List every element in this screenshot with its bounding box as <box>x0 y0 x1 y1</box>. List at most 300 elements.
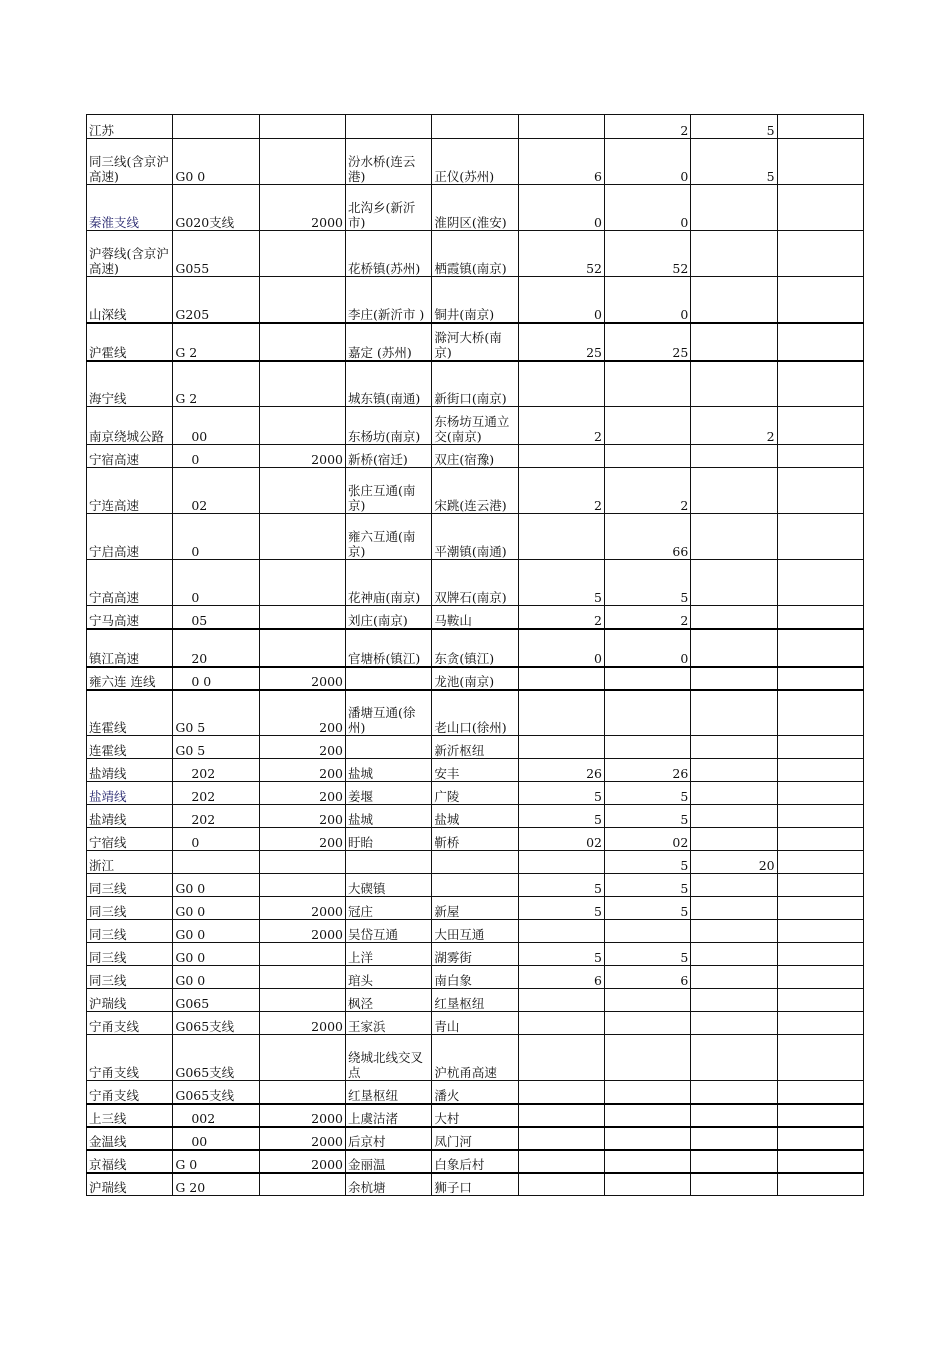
table-cell[interactable] <box>691 1012 777 1035</box>
table-cell[interactable]: 200 <box>259 828 345 851</box>
table-cell[interactable] <box>604 920 690 943</box>
table-cell[interactable]: 雍六互通(南京) <box>345 514 431 560</box>
table-cell[interactable] <box>604 1173 690 1196</box>
table-cell[interactable]: 南白象 <box>432 966 518 989</box>
table-cell[interactable]: 青山 <box>432 1012 518 1035</box>
table-cell[interactable] <box>777 989 863 1012</box>
table-cell[interactable] <box>259 514 345 560</box>
table-cell[interactable]: 05 <box>173 606 259 629</box>
table-cell[interactable]: 5 <box>604 874 690 897</box>
table-cell[interactable]: 0 <box>518 277 604 323</box>
table-cell[interactable] <box>691 667 777 690</box>
table-cell[interactable]: 广陵 <box>432 782 518 805</box>
table-cell[interactable] <box>777 1104 863 1127</box>
table-cell[interactable] <box>518 667 604 690</box>
table-cell[interactable]: G065支线 <box>173 1012 259 1035</box>
table-cell[interactable]: 余杭塘 <box>345 1173 431 1196</box>
table-cell[interactable]: 盐城 <box>345 805 431 828</box>
table-cell[interactable] <box>604 690 690 736</box>
table-cell[interactable] <box>777 1012 863 1035</box>
table-cell[interactable] <box>691 1081 777 1104</box>
table-cell[interactable] <box>691 277 777 323</box>
table-cell[interactable]: 沪杭甬高速 <box>432 1035 518 1081</box>
table-cell[interactable]: 东杨坊互通立交(南京) <box>432 407 518 445</box>
table-cell[interactable] <box>691 323 777 361</box>
table-cell[interactable] <box>777 874 863 897</box>
table-cell[interactable]: 李庄(新沂市 ) <box>345 277 431 323</box>
table-cell[interactable] <box>518 361 604 407</box>
table-cell[interactable]: 盐城 <box>345 759 431 782</box>
table-cell[interactable]: 宁连高速 <box>87 468 173 514</box>
table-cell[interactable]: 200 <box>259 782 345 805</box>
table-cell[interactable]: 0 <box>604 185 690 231</box>
table-cell[interactable]: 0 <box>173 445 259 468</box>
table-cell[interactable]: 6 <box>518 139 604 185</box>
table-cell[interactable]: G0 0 <box>173 966 259 989</box>
table-cell[interactable] <box>777 782 863 805</box>
table-cell[interactable]: 老山口(徐州) <box>432 690 518 736</box>
table-cell[interactable]: 狮子口 <box>432 1173 518 1196</box>
table-cell[interactable]: G0 0 <box>173 920 259 943</box>
table-cell[interactable]: 盐城 <box>432 805 518 828</box>
table-cell[interactable]: 上虞沽渚 <box>345 1104 431 1127</box>
table-cell[interactable]: 5 <box>604 943 690 966</box>
table-cell[interactable]: G0 0 <box>173 943 259 966</box>
table-cell[interactable] <box>691 468 777 514</box>
table-cell[interactable]: 5 <box>518 943 604 966</box>
table-cell[interactable] <box>691 805 777 828</box>
table-cell[interactable] <box>518 1127 604 1150</box>
table-cell[interactable] <box>777 514 863 560</box>
table-cell[interactable] <box>604 1127 690 1150</box>
table-cell[interactable]: 2 <box>691 407 777 445</box>
table-cell[interactable]: 京福线 <box>87 1150 173 1173</box>
table-cell[interactable]: 25 <box>518 323 604 361</box>
table-cell[interactable]: 红垦枢纽 <box>345 1081 431 1104</box>
table-cell[interactable]: 2000 <box>259 897 345 920</box>
table-cell[interactable]: 吴岱互通 <box>345 920 431 943</box>
table-cell[interactable]: 0 <box>173 560 259 606</box>
table-cell[interactable]: 南京绕城公路 <box>87 407 173 445</box>
table-cell[interactable]: 202 <box>173 805 259 828</box>
table-cell[interactable]: G065 <box>173 989 259 1012</box>
table-cell[interactable]: G0 0 <box>173 139 259 185</box>
table-cell[interactable] <box>518 851 604 874</box>
table-cell[interactable]: G0 5 <box>173 690 259 736</box>
table-cell[interactable] <box>432 874 518 897</box>
table-cell[interactable] <box>691 874 777 897</box>
table-cell[interactable] <box>259 560 345 606</box>
table-cell[interactable] <box>259 874 345 897</box>
table-cell[interactable] <box>777 606 863 629</box>
table-cell[interactable] <box>691 736 777 759</box>
table-cell[interactable] <box>691 690 777 736</box>
table-cell[interactable]: 双牌石(南京) <box>432 560 518 606</box>
table-cell[interactable] <box>604 667 690 690</box>
table-cell[interactable] <box>432 115 518 139</box>
table-cell[interactable] <box>518 1012 604 1035</box>
table-cell[interactable]: 2 <box>604 606 690 629</box>
table-cell[interactable] <box>777 897 863 920</box>
table-cell[interactable]: 潘塘互通(徐州) <box>345 690 431 736</box>
table-cell[interactable]: 连霍线 <box>87 736 173 759</box>
table-cell[interactable]: 江苏 <box>87 115 173 139</box>
table-cell[interactable]: G020支线 <box>173 185 259 231</box>
table-cell[interactable] <box>691 606 777 629</box>
table-cell[interactable] <box>777 407 863 445</box>
table-cell[interactable] <box>518 736 604 759</box>
table-cell[interactable]: 山深线 <box>87 277 173 323</box>
table-cell[interactable]: 同三线 <box>87 943 173 966</box>
table-cell[interactable] <box>691 1173 777 1196</box>
table-cell[interactable] <box>518 1104 604 1127</box>
table-cell[interactable]: 姜堰 <box>345 782 431 805</box>
table-cell[interactable]: 0 <box>173 514 259 560</box>
table-cell[interactable] <box>691 966 777 989</box>
table-cell[interactable]: 2 <box>604 115 690 139</box>
table-cell[interactable]: 2000 <box>259 1012 345 1035</box>
table-cell[interactable] <box>604 736 690 759</box>
table-cell[interactable]: 新屋 <box>432 897 518 920</box>
table-cell[interactable]: 大碶镇 <box>345 874 431 897</box>
table-cell[interactable]: 5 <box>604 897 690 920</box>
table-cell[interactable]: 连霍线 <box>87 690 173 736</box>
table-cell[interactable] <box>259 468 345 514</box>
table-cell[interactable] <box>173 851 259 874</box>
table-cell[interactable] <box>691 828 777 851</box>
table-cell[interactable] <box>777 805 863 828</box>
table-cell[interactable] <box>604 445 690 468</box>
table-cell[interactable]: 枫泾 <box>345 989 431 1012</box>
table-cell[interactable]: 同三线 <box>87 966 173 989</box>
table-cell[interactable]: 盐靖线 <box>87 805 173 828</box>
table-cell[interactable]: 新沂枢纽 <box>432 736 518 759</box>
table-cell[interactable] <box>691 759 777 782</box>
table-cell[interactable] <box>777 943 863 966</box>
table-cell[interactable]: 双庄(宿豫) <box>432 445 518 468</box>
table-cell[interactable] <box>173 115 259 139</box>
table-cell[interactable] <box>777 115 863 139</box>
table-cell[interactable] <box>691 897 777 920</box>
table-cell[interactable]: G 0 <box>173 1150 259 1173</box>
table-cell[interactable]: 同三线(含京沪高速) <box>87 139 173 185</box>
table-cell[interactable] <box>691 1104 777 1127</box>
table-cell[interactable]: 王家浜 <box>345 1012 431 1035</box>
table-cell[interactable] <box>691 231 777 277</box>
table-cell[interactable]: 金丽温 <box>345 1150 431 1173</box>
table-cell[interactable]: 2000 <box>259 920 345 943</box>
table-cell[interactable]: G205 <box>173 277 259 323</box>
table-cell[interactable]: 202 <box>173 782 259 805</box>
table-cell[interactable]: 2 <box>518 606 604 629</box>
table-cell[interactable] <box>777 139 863 185</box>
table-cell[interactable]: 新街口(南京) <box>432 361 518 407</box>
table-cell[interactable]: 5 <box>604 782 690 805</box>
table-cell[interactable] <box>777 629 863 667</box>
table-cell[interactable]: 66 <box>604 514 690 560</box>
table-cell[interactable] <box>691 445 777 468</box>
table-cell[interactable]: 沪瑞线 <box>87 989 173 1012</box>
table-cell[interactable]: 滁河大桥(南京) <box>432 323 518 361</box>
table-cell[interactable] <box>259 1081 345 1104</box>
table-cell[interactable]: 官塘桥(镇江) <box>345 629 431 667</box>
table-cell[interactable] <box>691 629 777 667</box>
table-cell[interactable] <box>259 1035 345 1081</box>
table-cell[interactable] <box>777 323 863 361</box>
table-cell[interactable] <box>259 277 345 323</box>
table-cell[interactable] <box>604 407 690 445</box>
table-cell[interactable] <box>604 1081 690 1104</box>
table-cell[interactable]: 2000 <box>259 1150 345 1173</box>
table-cell[interactable]: 25 <box>604 323 690 361</box>
table-cell[interactable]: 6 <box>604 966 690 989</box>
table-cell[interactable] <box>432 851 518 874</box>
table-cell[interactable]: 2000 <box>259 667 345 690</box>
table-cell[interactable]: 5 <box>518 805 604 828</box>
table-cell[interactable] <box>345 851 431 874</box>
table-cell[interactable]: 2 <box>604 468 690 514</box>
table-cell[interactable] <box>691 514 777 560</box>
table-cell[interactable]: 新桥(宿迁) <box>345 445 431 468</box>
table-cell[interactable]: 海宁线 <box>87 361 173 407</box>
table-cell[interactable] <box>777 690 863 736</box>
table-cell[interactable] <box>777 736 863 759</box>
table-cell[interactable] <box>259 989 345 1012</box>
table-cell[interactable]: 0 <box>518 185 604 231</box>
table-cell[interactable]: 宁高高速 <box>87 560 173 606</box>
table-cell[interactable] <box>345 667 431 690</box>
table-cell[interactable]: 0 <box>604 277 690 323</box>
table-cell[interactable]: 26 <box>604 759 690 782</box>
table-cell[interactable] <box>777 1127 863 1150</box>
table-cell[interactable] <box>518 920 604 943</box>
table-cell[interactable]: 02 <box>518 828 604 851</box>
table-cell[interactable] <box>259 139 345 185</box>
table-cell[interactable]: 2000 <box>259 185 345 231</box>
table-cell[interactable]: 2 <box>518 407 604 445</box>
table-cell[interactable]: G055 <box>173 231 259 277</box>
table-cell[interactable] <box>691 361 777 407</box>
table-cell[interactable]: 沪蓉线(含京沪高速) <box>87 231 173 277</box>
table-cell[interactable] <box>259 231 345 277</box>
table-cell[interactable] <box>691 1150 777 1173</box>
table-cell[interactable] <box>259 323 345 361</box>
table-cell[interactable]: 200 <box>259 805 345 828</box>
table-cell[interactable]: 安丰 <box>432 759 518 782</box>
table-cell[interactable]: 浙江 <box>87 851 173 874</box>
table-cell[interactable] <box>691 560 777 606</box>
table-cell[interactable] <box>604 1012 690 1035</box>
table-cell[interactable]: 绕城北线交叉点 <box>345 1035 431 1081</box>
table-cell[interactable]: 上洋 <box>345 943 431 966</box>
table-cell[interactable] <box>777 560 863 606</box>
table-cell[interactable]: 铜井(南京) <box>432 277 518 323</box>
table-cell[interactable] <box>777 1173 863 1196</box>
table-cell[interactable]: G 20 <box>173 1173 259 1196</box>
table-cell[interactable]: 5 <box>518 782 604 805</box>
table-cell[interactable]: 52 <box>604 231 690 277</box>
table-cell[interactable]: 东杨坊(南京) <box>345 407 431 445</box>
table-cell[interactable]: 靳桥 <box>432 828 518 851</box>
table-cell[interactable]: 200 <box>259 736 345 759</box>
table-cell[interactable] <box>777 1150 863 1173</box>
table-cell[interactable]: G0 0 <box>173 874 259 897</box>
table-cell[interactable]: 2 <box>518 468 604 514</box>
table-cell[interactable] <box>777 828 863 851</box>
table-cell[interactable] <box>518 445 604 468</box>
table-cell[interactable]: 马鞍山 <box>432 606 518 629</box>
table-cell[interactable] <box>87 782 173 805</box>
table-cell[interactable]: 002 <box>173 1104 259 1127</box>
table-cell[interactable] <box>604 361 690 407</box>
table-cell[interactable] <box>518 1035 604 1081</box>
table-cell[interactable]: 26 <box>518 759 604 782</box>
table-cell[interactable] <box>604 989 690 1012</box>
table-cell[interactable]: 花神庙(南京) <box>345 560 431 606</box>
table-cell[interactable] <box>604 1104 690 1127</box>
table-cell[interactable]: 宁马高速 <box>87 606 173 629</box>
table-cell[interactable] <box>345 115 431 139</box>
table-cell[interactable] <box>259 851 345 874</box>
table-cell[interactable]: 5 <box>691 115 777 139</box>
table-cell[interactable]: 沪瑞线 <box>87 1173 173 1196</box>
table-cell[interactable]: G065支线 <box>173 1035 259 1081</box>
table-cell[interactable]: 盐靖线 <box>87 759 173 782</box>
table-cell[interactable]: 20 <box>691 851 777 874</box>
table-cell[interactable]: 同三线 <box>87 897 173 920</box>
table-cell[interactable] <box>259 115 345 139</box>
table-cell[interactable]: 正仪(苏州) <box>432 139 518 185</box>
table-cell[interactable] <box>777 361 863 407</box>
table-cell[interactable]: 刘庄(南京) <box>345 606 431 629</box>
table-cell[interactable] <box>691 185 777 231</box>
table-cell[interactable]: 00 <box>173 407 259 445</box>
table-cell[interactable]: 5 <box>604 851 690 874</box>
table-cell[interactable] <box>777 1035 863 1081</box>
table-cell[interactable]: 宋跳(连云港) <box>432 468 518 514</box>
table-cell[interactable]: 冠庄 <box>345 897 431 920</box>
table-cell[interactable] <box>777 277 863 323</box>
table-cell[interactable]: 0 <box>604 629 690 667</box>
table-cell[interactable] <box>777 851 863 874</box>
table-cell[interactable]: 金温线 <box>87 1127 173 1150</box>
table-cell[interactable]: 北沟乡(新沂市) <box>345 185 431 231</box>
table-cell[interactable] <box>777 667 863 690</box>
table-cell[interactable]: 淮阴区(淮安) <box>432 185 518 231</box>
table-cell[interactable]: 0 0 <box>173 667 259 690</box>
table-cell[interactable]: 5 <box>604 805 690 828</box>
table-cell[interactable]: 湖雾街 <box>432 943 518 966</box>
table-cell[interactable]: 宁宿线 <box>87 828 173 851</box>
table-cell[interactable]: 宁甬支线 <box>87 1081 173 1104</box>
table-cell[interactable]: G0 5 <box>173 736 259 759</box>
table-cell[interactable]: 6 <box>518 966 604 989</box>
table-cell[interactable]: 汾水桥(连云港) <box>345 139 431 185</box>
table-cell[interactable]: 红垦枢纽 <box>432 989 518 1012</box>
table-cell[interactable]: 5 <box>518 897 604 920</box>
table-cell[interactable]: 后京村 <box>345 1127 431 1150</box>
table-cell[interactable]: 同三线 <box>87 874 173 897</box>
table-cell[interactable]: 大田互通 <box>432 920 518 943</box>
table-cell[interactable] <box>604 1150 690 1173</box>
table-cell[interactable]: 张庄互通(南京) <box>345 468 431 514</box>
table-cell[interactable] <box>691 943 777 966</box>
table-cell[interactable]: 沪霍线 <box>87 323 173 361</box>
table-cell[interactable] <box>87 185 173 231</box>
table-cell[interactable] <box>259 407 345 445</box>
table-cell[interactable]: 嘉定 (苏州) <box>345 323 431 361</box>
table-cell[interactable]: 琯头 <box>345 966 431 989</box>
table-cell[interactable]: 52 <box>518 231 604 277</box>
table-cell[interactable]: G 2 <box>173 361 259 407</box>
table-cell[interactable]: 5 <box>691 139 777 185</box>
table-cell[interactable] <box>777 231 863 277</box>
table-cell[interactable] <box>259 966 345 989</box>
table-cell[interactable] <box>777 1081 863 1104</box>
table-cell[interactable]: 龙池(南京) <box>432 667 518 690</box>
table-cell[interactable] <box>777 185 863 231</box>
table-cell[interactable] <box>691 1127 777 1150</box>
table-cell[interactable] <box>777 759 863 782</box>
table-cell[interactable]: 00 <box>173 1127 259 1150</box>
table-cell[interactable] <box>259 606 345 629</box>
table-cell[interactable]: 0 <box>518 629 604 667</box>
table-cell[interactable]: 同三线 <box>87 920 173 943</box>
table-cell[interactable]: 5 <box>518 874 604 897</box>
table-cell[interactable]: 花桥镇(苏州) <box>345 231 431 277</box>
table-cell[interactable] <box>777 920 863 943</box>
table-cell[interactable]: 宁甬支线 <box>87 1035 173 1081</box>
table-cell[interactable]: 凤门河 <box>432 1127 518 1150</box>
table-cell[interactable] <box>518 690 604 736</box>
table-cell[interactable]: 20 <box>173 629 259 667</box>
table-cell[interactable] <box>518 1150 604 1173</box>
table-cell[interactable]: 栖霞镇(南京) <box>432 231 518 277</box>
table-cell[interactable]: 平潮镇(南通) <box>432 514 518 560</box>
table-cell[interactable]: 大村 <box>432 1104 518 1127</box>
table-cell[interactable]: G0 0 <box>173 897 259 920</box>
table-cell[interactable]: G065支线 <box>173 1081 259 1104</box>
table-cell[interactable]: 0 <box>604 139 690 185</box>
table-cell[interactable] <box>518 1173 604 1196</box>
table-cell[interactable]: 白象后村 <box>432 1150 518 1173</box>
table-cell[interactable] <box>604 1035 690 1081</box>
table-cell[interactable] <box>518 989 604 1012</box>
table-cell[interactable]: 200 <box>259 690 345 736</box>
table-cell[interactable] <box>691 989 777 1012</box>
table-cell[interactable] <box>691 1035 777 1081</box>
table-cell[interactable]: 2000 <box>259 1104 345 1127</box>
table-cell[interactable] <box>259 943 345 966</box>
table-cell[interactable] <box>691 782 777 805</box>
table-cell[interactable]: 5 <box>604 560 690 606</box>
table-cell[interactable]: 5 <box>518 560 604 606</box>
table-cell[interactable]: 城东镇(南通) <box>345 361 431 407</box>
table-cell[interactable]: 盱眙 <box>345 828 431 851</box>
table-cell[interactable] <box>777 966 863 989</box>
table-cell[interactable]: 02 <box>173 468 259 514</box>
table-cell[interactable]: 潘火 <box>432 1081 518 1104</box>
table-cell[interactable] <box>259 361 345 407</box>
table-cell[interactable] <box>259 1173 345 1196</box>
table-cell[interactable]: 雍六连 连线 <box>87 667 173 690</box>
table-cell[interactable]: 02 <box>604 828 690 851</box>
table-cell[interactable]: 2000 <box>259 1127 345 1150</box>
table-cell[interactable] <box>518 1081 604 1104</box>
table-cell[interactable]: 宁宿高速 <box>87 445 173 468</box>
table-cell[interactable]: 宁甬支线 <box>87 1012 173 1035</box>
table-cell[interactable] <box>777 468 863 514</box>
